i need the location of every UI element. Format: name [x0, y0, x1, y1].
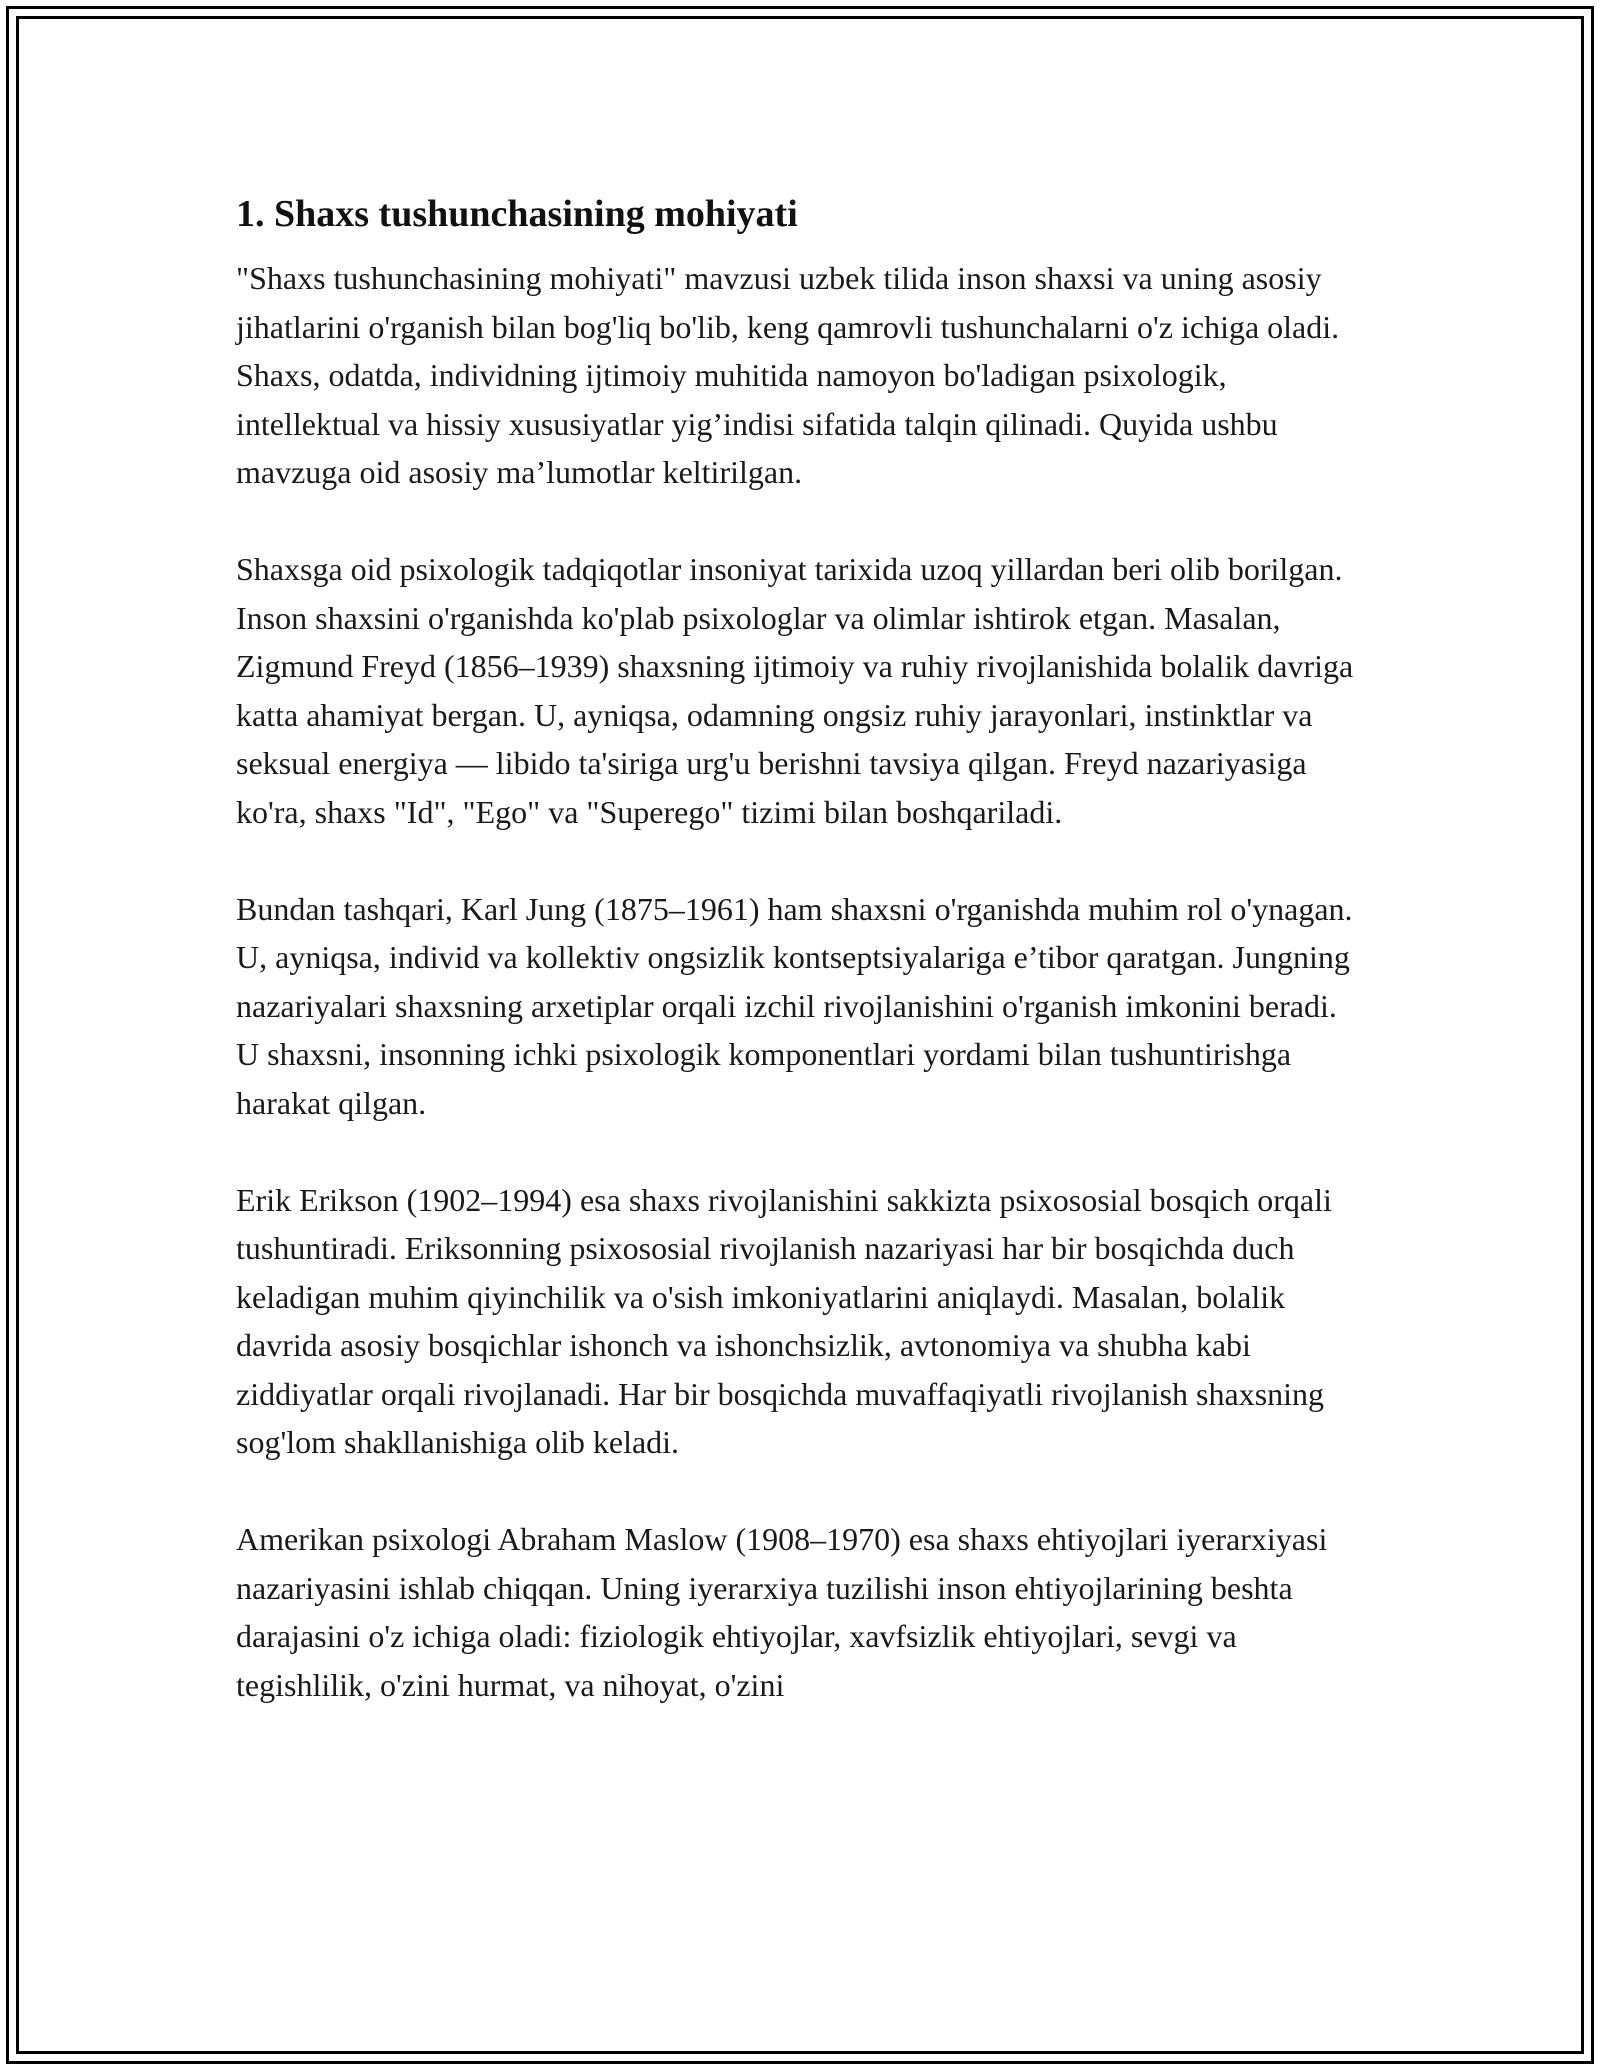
paragraph-freud: Shaxsga oid psixologik tadqiqotlar insoniyat tarixida uzoq yillardan beri olib borilgan. Inson shaxsini o'rganishda ko'plab psixologlar va olimlar ishtirok etgan. Masalan, Zigmund Freyd (1856–1939) shaxsning ijtimoiy va ruhiy rivojlanishida bolalik davriga katta ahamiyat bergan. U, ayniqsa, odamning ongsiz ruhiy jarayonlari, instinktlar va seksual energiya — libido ta'siriga urg'u berishni tavsiya qilgan. Freyd nazariyasiga ko'ra, shaxs "Id", "Ego" va "Superego" tizimi bilan boshqariladi.	[236, 551, 1354, 830]
section-heading: 1. Shaxs tushunchasining mohiyati	[236, 193, 798, 235]
paragraph-maslow: Amerikan psixologi Abraham Maslow (1908–1970) esa shaxs ehtiyojlari iyerarxiyasi nazariyasini ishlab chiqqan. Uning iyerarxiya tuzilishi inson ehtiyojlarining beshta darajasini o'z ichiga oladi: fiziologik ehtiyojlar, xavfsizlik ehtiyojlari, sevgi va tegishlilik, o'zini hurmat, va nihoyat, o'zini	[236, 1521, 1328, 1703]
paragraph-jung: Bundan tashqari, Karl Jung (1875–1961) ham shaxsni o'rganishda muhim rol o'ynagan. U, ayniqsa, individ va kollektiv ongsizlik kontseptsiyalariga e’tibor qaratgan. Jungning nazariyalari shaxsning arxetiplar orqali izchil rivojlanishini o'rganish imkonini beradi. U shaxsni, insonning ichki psixologik komponentlari yordami bilan tushuntirishga harakat qilgan.	[236, 890, 1353, 1121]
document-body	[236, 188, 1366, 1758]
paragraph-intro: "Shaxs tushunchasining mohiyati" mavzusi uzbek tilida inson shaxsi va uning asosiy jihatlarini o'rganish bilan bog'liq bo'lib, keng qamrovli tushunchalarni o'z ichiga oladi. Shaxs, odatda, individning ijtimoiy muhitida namoyon bo'ladigan psixologik, intellektual va hissiy xususiyatlar yig’indisi sifatida talqin qilinadi. Quyida ushbu mavzuga oid asosiy ma’lumotlar keltirilgan.	[236, 260, 1340, 490]
paragraph-erikson: Erik Erikson (1902–1994) esa shaxs rivojlanishini sakkizta psixososial bosqich orqali tushuntiradi. Eriksonning psixososial rivojlanish nazariyasi har bir bosqichda duch keladigan muhim qiyinchilik va o'sish imkoniyatlarini aniqlaydi. Masalan, bolalik davrida asosiy bosqichlar ishonch va ishonchsizlik, avtonomiya va shubha kabi ziddiyatlar orqali rivojlanadi. Har bir bosqichda muvaffaqiyatli rivojlanish shaxsning sog'lom shakllanishiga olib keladi.	[236, 1181, 1332, 1460]
